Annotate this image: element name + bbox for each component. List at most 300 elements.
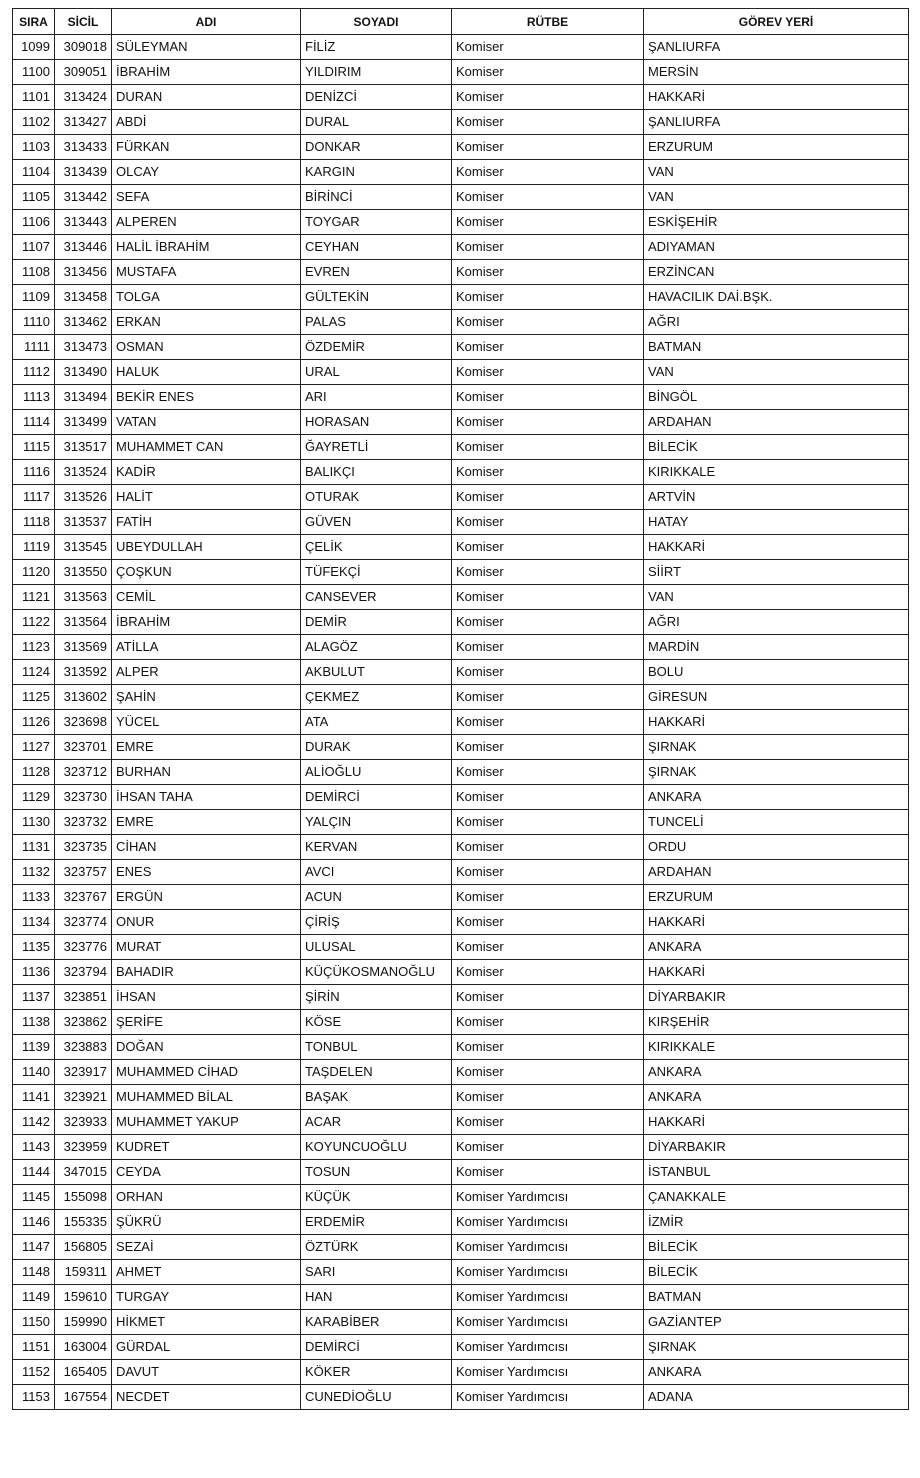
table-row: [13, 210, 909, 235]
cell-gorev-yeri: DİYARBAKIR: [644, 1135, 909, 1160]
cell-sira: 1124: [13, 660, 55, 685]
cell-rutbe: Komiser: [452, 310, 644, 335]
table-row: [13, 1185, 909, 1210]
cell-rutbe: Komiser: [452, 285, 644, 310]
cell-sicil: 323735: [55, 835, 112, 860]
cell-soyadi: ACAR: [301, 1110, 452, 1135]
table-row: [13, 635, 909, 660]
cell-sicil: 313433: [55, 135, 112, 160]
cell-sicil: 323712: [55, 760, 112, 785]
cell-rutbe: Komiser: [452, 1010, 644, 1035]
table-row: [13, 1385, 909, 1410]
cell-adi: YÜCEL: [112, 710, 301, 735]
cell-sira: 1099: [13, 35, 55, 60]
cell-rutbe: Komiser: [452, 1035, 644, 1060]
cell-gorev-yeri: BİLECİK: [644, 1235, 909, 1260]
cell-adi: DURAN: [112, 85, 301, 110]
cell-adi: ŞERİFE: [112, 1010, 301, 1035]
cell-adi: ONUR: [112, 910, 301, 935]
cell-soyadi: KARABİBER: [301, 1310, 452, 1335]
table-row: [13, 1110, 909, 1135]
cell-sira: 1111: [13, 335, 55, 360]
cell-sicil: 309051: [55, 60, 112, 85]
cell-rutbe: Komiser: [452, 60, 644, 85]
cell-adi: CEYDA: [112, 1160, 301, 1185]
header-soyadi: SOYADI: [301, 9, 452, 35]
cell-sira: 1114: [13, 410, 55, 435]
cell-rutbe: Komiser Yardımcısı: [452, 1185, 644, 1210]
cell-gorev-yeri: ÇANAKKALE: [644, 1185, 909, 1210]
cell-sicil: 323851: [55, 985, 112, 1010]
cell-adi: GÜRDAL: [112, 1335, 301, 1360]
table-row: [13, 85, 909, 110]
cell-rutbe: Komiser: [452, 735, 644, 760]
table-row: [13, 760, 909, 785]
cell-gorev-yeri: HAKKARİ: [644, 710, 909, 735]
cell-sicil: 323917: [55, 1060, 112, 1085]
cell-gorev-yeri: ESKİŞEHİR: [644, 210, 909, 235]
cell-rutbe: Komiser: [452, 1110, 644, 1135]
cell-soyadi: ALİOĞLU: [301, 760, 452, 785]
cell-soyadi: ÖZDEMİR: [301, 335, 452, 360]
cell-soyadi: CANSEVER: [301, 585, 452, 610]
cell-sira: 1103: [13, 135, 55, 160]
cell-adi: HALUK: [112, 360, 301, 385]
cell-adi: BAHADIR: [112, 960, 301, 985]
cell-rutbe: Komiser: [452, 960, 644, 985]
cell-rutbe: Komiser: [452, 135, 644, 160]
cell-sira: 1118: [13, 510, 55, 535]
cell-adi: SÜLEYMAN: [112, 35, 301, 60]
cell-rutbe: Komiser: [452, 435, 644, 460]
table-row: [13, 185, 909, 210]
cell-gorev-yeri: BOLU: [644, 660, 909, 685]
cell-gorev-yeri: BİNGÖL: [644, 385, 909, 410]
cell-rutbe: Komiser: [452, 260, 644, 285]
table-row: [13, 985, 909, 1010]
cell-soyadi: ACUN: [301, 885, 452, 910]
cell-soyadi: DENİZCİ: [301, 85, 452, 110]
cell-sira: 1137: [13, 985, 55, 1010]
cell-soyadi: KARGIN: [301, 160, 452, 185]
cell-adi: BEKİR ENES: [112, 385, 301, 410]
cell-adi: DAVUT: [112, 1360, 301, 1385]
cell-gorev-yeri: ŞANLIURFA: [644, 35, 909, 60]
cell-adi: ŞÜKRÜ: [112, 1210, 301, 1235]
cell-gorev-yeri: ORDU: [644, 835, 909, 860]
cell-soyadi: DONKAR: [301, 135, 452, 160]
cell-sira: 1142: [13, 1110, 55, 1135]
cell-gorev-yeri: HAKKARİ: [644, 1110, 909, 1135]
cell-rutbe: Komiser: [452, 885, 644, 910]
cell-soyadi: FİLİZ: [301, 35, 452, 60]
cell-soyadi: KÜÇÜK: [301, 1185, 452, 1210]
cell-adi: SEFA: [112, 185, 301, 210]
cell-rutbe: Komiser: [452, 810, 644, 835]
cell-sicil: 313517: [55, 435, 112, 460]
cell-sicil: 323698: [55, 710, 112, 735]
cell-sira: 1140: [13, 1060, 55, 1085]
cell-gorev-yeri: ANKARA: [644, 935, 909, 960]
cell-rutbe: Komiser: [452, 410, 644, 435]
table-row: [13, 835, 909, 860]
cell-sicil: 159311: [55, 1260, 112, 1285]
cell-soyadi: ĞAYRETLİ: [301, 435, 452, 460]
cell-soyadi: BALIKÇI: [301, 460, 452, 485]
cell-sira: 1129: [13, 785, 55, 810]
cell-rutbe: Komiser: [452, 485, 644, 510]
cell-sicil: 159990: [55, 1310, 112, 1335]
cell-rutbe: Komiser Yardımcısı: [452, 1310, 644, 1335]
header-rutbe: RÜTBE: [452, 9, 644, 35]
cell-rutbe: Komiser: [452, 860, 644, 885]
cell-gorev-yeri: HAKKARİ: [644, 910, 909, 935]
cell-gorev-yeri: KIRŞEHİR: [644, 1010, 909, 1035]
cell-adi: KUDRET: [112, 1135, 301, 1160]
cell-sira: 1116: [13, 460, 55, 485]
cell-soyadi: ÖZTÜRK: [301, 1235, 452, 1260]
cell-soyadi: DEMİRCİ: [301, 1335, 452, 1360]
cell-soyadi: AKBULUT: [301, 660, 452, 685]
cell-rutbe: Komiser: [452, 460, 644, 485]
cell-gorev-yeri: MERSİN: [644, 60, 909, 85]
table-row: [13, 35, 909, 60]
header-sira: SIRA: [13, 9, 55, 35]
cell-soyadi: ÇİRİŞ: [301, 910, 452, 935]
cell-adi: İHSAN TAHA: [112, 785, 301, 810]
cell-adi: MURAT: [112, 935, 301, 960]
cell-sira: 1106: [13, 210, 55, 235]
cell-sicil: 323959: [55, 1135, 112, 1160]
cell-rutbe: Komiser: [452, 110, 644, 135]
cell-sicil: 313602: [55, 685, 112, 710]
cell-sicil: 313499: [55, 410, 112, 435]
cell-sicil: 163004: [55, 1335, 112, 1360]
cell-adi: FÜRKAN: [112, 135, 301, 160]
cell-sira: 1125: [13, 685, 55, 710]
cell-soyadi: TAŞDELEN: [301, 1060, 452, 1085]
cell-adi: NECDET: [112, 1385, 301, 1410]
header-row: [13, 9, 909, 35]
cell-gorev-yeri: ANKARA: [644, 1085, 909, 1110]
cell-sira: 1110: [13, 310, 55, 335]
cell-soyadi: HAN: [301, 1285, 452, 1310]
cell-adi: HALİL İBRAHİM: [112, 235, 301, 260]
cell-sira: 1136: [13, 960, 55, 985]
table-row: [13, 585, 909, 610]
cell-gorev-yeri: İZMİR: [644, 1210, 909, 1235]
cell-adi: SEZAİ: [112, 1235, 301, 1260]
cell-adi: MUHAMMED CİHAD: [112, 1060, 301, 1085]
cell-rutbe: Komiser: [452, 185, 644, 210]
cell-gorev-yeri: VAN: [644, 360, 909, 385]
table-row: [13, 60, 909, 85]
cell-soyadi: CEYHAN: [301, 235, 452, 260]
cell-rutbe: Komiser: [452, 785, 644, 810]
cell-rutbe: Komiser: [452, 85, 644, 110]
table-body: [13, 35, 909, 1410]
cell-sicil: 159610: [55, 1285, 112, 1310]
cell-sicil: 323701: [55, 735, 112, 760]
table-row: [13, 885, 909, 910]
table-row: [13, 535, 909, 560]
table-row: [13, 310, 909, 335]
cell-adi: CEMİL: [112, 585, 301, 610]
cell-sicil: 156805: [55, 1235, 112, 1260]
cell-sicil: 165405: [55, 1360, 112, 1385]
table-row: [13, 960, 909, 985]
table-row: [13, 1135, 909, 1160]
cell-gorev-yeri: ANKARA: [644, 785, 909, 810]
cell-sira: 1102: [13, 110, 55, 135]
cell-sira: 1131: [13, 835, 55, 860]
table-row: [13, 285, 909, 310]
cell-sicil: 313458: [55, 285, 112, 310]
table-row: [13, 1360, 909, 1385]
cell-rutbe: Komiser: [452, 910, 644, 935]
cell-rutbe: Komiser Yardımcısı: [452, 1210, 644, 1235]
table-row: [13, 1160, 909, 1185]
cell-sira: 1113: [13, 385, 55, 410]
table-header: [13, 9, 909, 35]
cell-sicil: 323883: [55, 1035, 112, 1060]
cell-sicil: 313462: [55, 310, 112, 335]
cell-gorev-yeri: BİLECİK: [644, 435, 909, 460]
table-row: [13, 485, 909, 510]
table-row: [13, 785, 909, 810]
cell-sira: 1108: [13, 260, 55, 285]
cell-rutbe: Komiser: [452, 385, 644, 410]
cell-adi: FATİH: [112, 510, 301, 535]
table-row: [13, 660, 909, 685]
cell-adi: ÇOŞKUN: [112, 560, 301, 585]
cell-sira: 1121: [13, 585, 55, 610]
cell-sira: 1135: [13, 935, 55, 960]
cell-gorev-yeri: KIRIKKALE: [644, 1035, 909, 1060]
cell-adi: MUSTAFA: [112, 260, 301, 285]
cell-soyadi: DEMİR: [301, 610, 452, 635]
cell-sicil: 313443: [55, 210, 112, 235]
table-row: [13, 910, 909, 935]
cell-sira: 1134: [13, 910, 55, 935]
cell-gorev-yeri: ANKARA: [644, 1060, 909, 1085]
cell-sira: 1112: [13, 360, 55, 385]
cell-rutbe: Komiser: [452, 560, 644, 585]
cell-soyadi: YALÇIN: [301, 810, 452, 835]
cell-adi: ATİLLA: [112, 635, 301, 660]
table-row: [13, 385, 909, 410]
cell-gorev-yeri: VAN: [644, 160, 909, 185]
cell-sicil: 313563: [55, 585, 112, 610]
cell-gorev-yeri: AĞRI: [644, 310, 909, 335]
cell-sicil: 313456: [55, 260, 112, 285]
cell-sira: 1115: [13, 435, 55, 460]
cell-sicil: 313550: [55, 560, 112, 585]
cell-soyadi: YILDIRIM: [301, 60, 452, 85]
table-row: [13, 435, 909, 460]
cell-rutbe: Komiser: [452, 1060, 644, 1085]
table-row: [13, 460, 909, 485]
cell-sira: 1149: [13, 1285, 55, 1310]
cell-adi: OLCAY: [112, 160, 301, 185]
cell-sicil: 167554: [55, 1385, 112, 1410]
cell-sicil: 313524: [55, 460, 112, 485]
cell-sira: 1139: [13, 1035, 55, 1060]
cell-sicil: 155098: [55, 1185, 112, 1210]
cell-sira: 1119: [13, 535, 55, 560]
cell-rutbe: Komiser: [452, 510, 644, 535]
cell-gorev-yeri: HAKKARİ: [644, 960, 909, 985]
cell-gorev-yeri: BATMAN: [644, 335, 909, 360]
cell-soyadi: ARI: [301, 385, 452, 410]
cell-soyadi: KÖSE: [301, 1010, 452, 1035]
cell-soyadi: TONBUL: [301, 1035, 452, 1060]
cell-gorev-yeri: AĞRI: [644, 610, 909, 635]
cell-sicil: 155335: [55, 1210, 112, 1235]
cell-adi: KADİR: [112, 460, 301, 485]
cell-rutbe: Komiser Yardımcısı: [452, 1285, 644, 1310]
cell-soyadi: EVREN: [301, 260, 452, 285]
cell-soyadi: ÇELİK: [301, 535, 452, 560]
cell-rutbe: Komiser: [452, 760, 644, 785]
table-row: [13, 610, 909, 635]
cell-rutbe: Komiser: [452, 210, 644, 235]
cell-adi: ALPEREN: [112, 210, 301, 235]
cell-sira: 1127: [13, 735, 55, 760]
cell-gorev-yeri: SİİRT: [644, 560, 909, 585]
cell-adi: MUHAMMET YAKUP: [112, 1110, 301, 1135]
cell-sira: 1132: [13, 860, 55, 885]
cell-sira: 1152: [13, 1360, 55, 1385]
cell-sira: 1100: [13, 60, 55, 85]
cell-adi: HALİT: [112, 485, 301, 510]
cell-adi: EMRE: [112, 735, 301, 760]
table-row: [13, 935, 909, 960]
cell-gorev-yeri: ARTVİN: [644, 485, 909, 510]
cell-soyadi: DEMİRCİ: [301, 785, 452, 810]
cell-gorev-yeri: ANKARA: [644, 1360, 909, 1385]
cell-soyadi: DURAL: [301, 110, 452, 135]
cell-soyadi: DURAK: [301, 735, 452, 760]
cell-sicil: 313526: [55, 485, 112, 510]
table-row: [13, 110, 909, 135]
table-row: [13, 1035, 909, 1060]
cell-gorev-yeri: ŞIRNAK: [644, 735, 909, 760]
table-row: [13, 360, 909, 385]
cell-gorev-yeri: HAKKARİ: [644, 85, 909, 110]
cell-soyadi: KÖKER: [301, 1360, 452, 1385]
table-row: [13, 1060, 909, 1085]
cell-sicil: 313592: [55, 660, 112, 685]
cell-rutbe: Komiser: [452, 935, 644, 960]
cell-soyadi: KERVAN: [301, 835, 452, 860]
cell-gorev-yeri: ŞANLIURFA: [644, 110, 909, 135]
cell-sira: 1148: [13, 1260, 55, 1285]
cell-soyadi: ALAGÖZ: [301, 635, 452, 660]
cell-soyadi: ATA: [301, 710, 452, 735]
cell-sira: 1146: [13, 1210, 55, 1235]
cell-sira: 1151: [13, 1335, 55, 1360]
cell-gorev-yeri: ADIYAMAN: [644, 235, 909, 260]
cell-rutbe: Komiser Yardımcısı: [452, 1260, 644, 1285]
cell-gorev-yeri: ARDAHAN: [644, 410, 909, 435]
cell-adi: ERKAN: [112, 310, 301, 335]
cell-gorev-yeri: ERZURUM: [644, 135, 909, 160]
cell-sicil: 313427: [55, 110, 112, 135]
header-sicil: SİCİL: [55, 9, 112, 35]
cell-rutbe: Komiser Yardımcısı: [452, 1360, 644, 1385]
cell-soyadi: KÜÇÜKOSMANOĞLU: [301, 960, 452, 985]
cell-adi: BURHAN: [112, 760, 301, 785]
cell-rutbe: Komiser Yardımcısı: [452, 1235, 644, 1260]
cell-adi: TOLGA: [112, 285, 301, 310]
cell-sicil: 323776: [55, 935, 112, 960]
cell-gorev-yeri: ARDAHAN: [644, 860, 909, 885]
cell-rutbe: Komiser: [452, 985, 644, 1010]
table-row: [13, 1085, 909, 1110]
cell-rutbe: Komiser Yardımcısı: [452, 1385, 644, 1410]
cell-sicil: 323730: [55, 785, 112, 810]
cell-adi: CİHAN: [112, 835, 301, 860]
cell-sira: 1153: [13, 1385, 55, 1410]
cell-sicil: 313545: [55, 535, 112, 560]
cell-soyadi: TOSUN: [301, 1160, 452, 1185]
cell-sicil: 347015: [55, 1160, 112, 1185]
table-row: [13, 1235, 909, 1260]
cell-sira: 1104: [13, 160, 55, 185]
cell-sicil: 313537: [55, 510, 112, 535]
cell-sicil: 323757: [55, 860, 112, 885]
table-row: [13, 710, 909, 735]
cell-sira: 1145: [13, 1185, 55, 1210]
cell-sira: 1107: [13, 235, 55, 260]
table-row: [13, 1285, 909, 1310]
cell-soyadi: AVCI: [301, 860, 452, 885]
cell-sira: 1130: [13, 810, 55, 835]
cell-rutbe: Komiser: [452, 235, 644, 260]
cell-adi: ABDİ: [112, 110, 301, 135]
cell-gorev-yeri: BATMAN: [644, 1285, 909, 1310]
cell-rutbe: Komiser Yardımcısı: [452, 1335, 644, 1360]
cell-sira: 1138: [13, 1010, 55, 1035]
cell-gorev-yeri: GİRESUN: [644, 685, 909, 710]
cell-gorev-yeri: KIRIKKALE: [644, 460, 909, 485]
cell-sira: 1109: [13, 285, 55, 310]
cell-sicil: 323794: [55, 960, 112, 985]
cell-sicil: 309018: [55, 35, 112, 60]
cell-soyadi: BAŞAK: [301, 1085, 452, 1110]
cell-sicil: 323921: [55, 1085, 112, 1110]
cell-gorev-yeri: ERZİNCAN: [644, 260, 909, 285]
cell-sira: 1105: [13, 185, 55, 210]
cell-sicil: 313424: [55, 85, 112, 110]
cell-gorev-yeri: DİYARBAKIR: [644, 985, 909, 1010]
cell-soyadi: ŞİRİN: [301, 985, 452, 1010]
cell-soyadi: KOYUNCUOĞLU: [301, 1135, 452, 1160]
table-row: [13, 260, 909, 285]
cell-gorev-yeri: HAKKARİ: [644, 535, 909, 560]
cell-adi: UBEYDULLAH: [112, 535, 301, 560]
cell-gorev-yeri: BİLECİK: [644, 1260, 909, 1285]
cell-sira: 1133: [13, 885, 55, 910]
cell-adi: ŞAHİN: [112, 685, 301, 710]
header-adi: ADI: [112, 9, 301, 35]
cell-adi: ORHAN: [112, 1185, 301, 1210]
cell-gorev-yeri: ŞIRNAK: [644, 1335, 909, 1360]
cell-rutbe: Komiser: [452, 585, 644, 610]
cell-gorev-yeri: VAN: [644, 585, 909, 610]
cell-soyadi: GÜVEN: [301, 510, 452, 535]
